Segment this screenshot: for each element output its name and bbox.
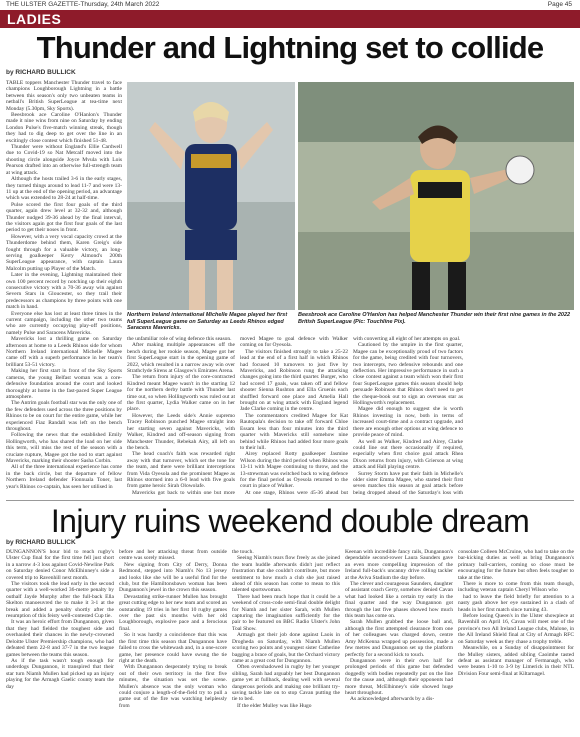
paragraph: Everyone else has lost at least three times in the current campaign, including the other two teams who are currently occupying play-off positions, namely Pulse and Saracens Mavericks. xyxy=(6,310,122,336)
story1-byline: by RICHARD BULLICK xyxy=(6,69,76,76)
photo-netball-defender xyxy=(127,82,295,310)
paragraph: Devastating strike-runner Mullen has brought great cutting edge to her new team and scored an outstanding 19 tries in her first 10 rugby games over the past six months with her old Loughborough, explosive pace and a ferocious final. xyxy=(119,593,227,632)
paragraph: If the elder Mulley was like Hugo xyxy=(237,702,312,709)
paragraph: The return from injury of the core-contracted Kindred meant Magee wasn't in the starting 12 for the northern derby battle with Thunder last time out, so when Hollingworth was ruled out at the first quarter, Lydia Walker came on in her place. xyxy=(127,374,235,413)
paragraph: At one stage, Rhinos were 45-36 ahead but xyxy=(245,489,348,495)
story-divider xyxy=(6,500,574,501)
paragraph: As well as Walker, Kindred and Airey, Clarke could line out there occasionally if required, especially when first choice goal attack Rhea Dixon returns from injury, with Grierson at wing attack and Hall playing centre. xyxy=(353,438,463,471)
page-header xyxy=(0,0,580,8)
paragraph: Cautioned by the umpire in the first quarter, Magee can be exceptionally proud of two factors for the game, being credited with four turnovers, two intercepts, two defensive rebounds and one deflection. Her impressive performance in such a close contest against a team which won their first four SuperLeague games this season should help persuade Robinson that Rhinos don't need to get the cheque-book out to sign an overseas star as Hollingworth's replacement. xyxy=(353,342,463,407)
paragraph: had to leave the field briefly for attention to a nasty gash above her eye sustained in a clash of heads in her first match since turning 43. xyxy=(458,593,574,613)
paragraph: The clever and courageous Saunders, daughter of assistant coach Gerry, somehow denied Cavan what had looked like a certain try early in the final quarter and the way Dungannon got through the last five phases showed how much this team has come on. xyxy=(345,581,453,620)
paragraph: TABLE toppers Manchester Thunder travel to face champions Loughborough Lightning in a battle between this season's only two unbeaten teams in netball's British SuperLeague at tea-time next Monday (5.30pm, Sky Sports). xyxy=(6,80,122,112)
story1-photo-caption-2: Beesbrook ace Caroline O'Hanlon has helped Manchester Thunder win their first nine games in the 2022 British SuperLeague (Pic: Touchline Pix). xyxy=(298,312,571,325)
paragraph: Armagh got their job done against Laois in Drogheda on Saturday, with Niamh Mullen scoring two points and youngest sister Catherine bagging a brace of goals, but the Orchard victory came at a great cost for Dungannon. xyxy=(232,632,340,664)
story2-column-3 xyxy=(232,549,340,733)
paragraph: the unfamiliar role of wing defence this season. xyxy=(127,336,232,342)
paragraph: Mavericks got back to within one but more xyxy=(132,489,235,495)
paragraph: As acknowledged afterwards by a dis- xyxy=(350,696,435,703)
story2-column-1 xyxy=(6,549,114,733)
page-number: Page 45 xyxy=(547,1,572,8)
story1-headline: Thunder and Lightning set to collide xyxy=(36,30,544,65)
story1-column-1 xyxy=(6,80,122,495)
story2-column-4 xyxy=(345,549,453,733)
section-band xyxy=(0,10,580,28)
paragraph: the touch. xyxy=(232,549,254,555)
paragraph: It was an heroic effort from Dungannon, given that they had fielded the toughest side and overhauled their chances in the newly-crowned Deloitte Ulster Premiership champions, who had defeated them 22-8 and 37-7 in the two league games between the teams this season. xyxy=(6,619,114,658)
paragraph: Making her first start in front of the Sky Sports cameras, the young Belfast woman was a core-defensive foundation around the court and looked thoroughly at home in the fast-paced Super League atmosphere. xyxy=(6,368,122,400)
paragraph: There is more to come from this team though, including veteran captain Cheryl Wilson who xyxy=(458,581,574,594)
paper-name-date: THE ULSTER GAZETTE-Thursday, 24th March 2022 xyxy=(6,1,160,8)
story1-column-2 xyxy=(127,336,235,495)
paragraph: DUNGANNON'S hour bid to reach rugby's Ulster Cup final for the first time fell just short in a narrow 4-3 loss against Covid-Newline Park on Saturday denied Conor McElhinney's side a covered trip to Ravenhill next month. xyxy=(6,549,114,581)
paragraph: So it was hardly a coincidence that this was the first time this season that Dungannon have failed to cross the whitewash and, in a one-score game, her presence could have swung the tie right at the death. xyxy=(119,632,227,664)
paragraph: As if the task wasn't tough enough for underdogs Dungannon, it transpired that their star turn Niamh Mullen had picked up an injury playing for the Armagh Gaelic county team the day xyxy=(6,657,114,690)
paragraph: However, the Leeds side's Annie supremo Tracey Robinson punched Magee straight into her starting seven against Mavericks, with Walker, Kindred and off-season signing from Manchester Thunder, Rebekah Airy, all left on the bench. xyxy=(127,412,235,451)
paragraph: Airey replaced Rotty goalkeeper Jasmine Wilson during the third period when Rhinos was 13-11 with Magee continuing to throw, and the 13-strewman was switched back to wing defence for the final period as Oyesola returned to the court in place of Walker. xyxy=(240,451,348,490)
paragraph: Sarah Mullen grabbed the loose ball and, although the first attempted clearance from one of her colleagues was charged down, centre Amy McKenna wrapped up possession, made a few metres and Dungannon set up the platform perfectly for a second kick to touch. xyxy=(345,619,453,658)
paragraph: With Dungannon desperately trying to break out of their own territory in the first five minutes, the situation was set the scene. Mullen's absence was the only woman who could conjure a length-of-the-field try to pull a game out of the fire was watching helplessly from xyxy=(119,664,227,709)
photo-netball-player-with-ball xyxy=(298,82,574,310)
paragraph: consolate Colleen McCruine, who had to take on the bar-kicking duties as well as bring Dungannon's primary ball-carriers, coming so close must be encouraging for the future but often feels tougher to take at the time. xyxy=(458,549,574,581)
story1-column-4 xyxy=(353,336,463,495)
paragraph: Beesbrook ace Caroline O'Hanlon's Thunder made it nine wins from nine on Saturday by ending London Pulse's five-match winning streak, though they had to dig deep to get over the line in an excitingly close contest which finished 51-48. xyxy=(6,112,122,144)
paragraph: Although the hosts trailed 3-6 in the early stages, they turned things around to lead 11-7 and were 13-11 up at the end of the opening period, an advantage which was extended to 28-24 at half-time. xyxy=(6,176,122,202)
paragraph: Meanwhile, on a Sunday of disappointment for the Mulley sisters, added sibling Caoimhe tasted defeat as assistant manager of Fermanagh, who were beaten 1-10 to 3-9 by Limerick in their NTL Division Four semi-final at Kiltarnagel. xyxy=(458,645,574,677)
paragraph: The commentators credited Magee for Kat Rautopala's decision to take off forward Chloe Essam less than four minutes into the third quarter with Mavericks still somehow nine behind while Rhinos had added four more goals to their lull. xyxy=(240,412,348,451)
paragraph: The visitors finished strongly to take a 25-22 lead at the end of a first half in which Rhinos had focused 10 turnovers to just five by Mavericks, and Robinson rung the attacking changes going into the third quarter. Burger, who had scored 17 goals, was taken off and fellow shooter Sienna Rushton and Ella Gruenis each shuffled forward one place and Amelia Hall brought on at wing attack with England legend Jade Clarke coming in the centre. xyxy=(240,348,348,413)
paragraph: Dungannon were in their own half for prolonged periods of this game but defended doggedly with bodies repeatedly put on the line for the cause and, although their opponents had more threat, McElhinney's side showed huge heart throughout. xyxy=(345,657,453,696)
paragraph: Thunder were without England's Ellie Cardwell due to Covid-19 so Nat Metcalf moved into the shooting circle alongside Joyce Mvula with Lois Pearson drafted into an otherwise full-strength team at wing attack. xyxy=(6,144,122,176)
paragraph: There had been much hope that it could be a weekend of cross-code semi-final double delight for Niamh and her sister Sarah, with Mullen capturing the imagination sufficiently for the pair to be featured on BBC Radio Ulster's John Toal Show. xyxy=(232,593,340,632)
paragraph: Seeing Niamh's tears flow freely as she joined the team huddle afterwards didn't just reflect frustration that she couldn't contribute, but more sentiment to how much a club she just raised ahead of this season has come to mean to this talented sportswoman. xyxy=(232,555,340,594)
paragraph: Mavericks lost a thrilling game on Saturday afternoon at home to a Leeds Rhinos side for whom Northern Ireland international Michelle Magee came off with a superb performance in her team's brilliant 53-51 victory. xyxy=(6,336,122,368)
section-label: LADIES xyxy=(7,11,62,27)
story2-byline: by RICHARD BULLICK xyxy=(6,539,76,546)
paragraph: Pulse scored the first four goals of the third quarter, again drew level at 32-32 and, although Thunder nudged 39-36 ahead by the final interval, the visitors again got the first four goals of the last period to get their noses in front. xyxy=(6,201,122,234)
story2-headline: Injury ruins weekend double dream xyxy=(50,503,530,539)
paragraph: Following the news that the established Emily Hollingworth, who has shared the load on her side this term, will miss the rest of the season with a cruciate rupture, Magee got the nod to start against Mavericks, marking their shooter Sasha Corbin. xyxy=(6,432,122,464)
paragraph: before and her attacking threat from outside centre was sorely missed. xyxy=(119,549,227,562)
paragraph: Keenan with incredible fancy rails, Dungannon's dependable second-rower Laura Saunders gave an even more compelling impression of the Ireland full-back's uncanny drive rolling tackler at the Aviva Stadium the day before. xyxy=(345,549,453,581)
paragraph: moved Magee to goal defence with Walker coming on for Oyesola. xyxy=(240,336,348,349)
paragraph: All of the three international experience has come in the back circle, but the departure of fellow Northern Ireland defender Fionnuala Toner, last year's Rhinos co-captain, has seen her utilised in xyxy=(6,464,122,490)
story2-column-2 xyxy=(119,549,227,733)
paragraph: However, with a very vocal capacity crowd at the Thunderdome behind them, Karen Greig's side fought through for a valuable victory, an long-serving goalkeeper Kerry Almond's 200th SuperLeague appearance, with captain Laura Malcolm putting up Player of the Match. xyxy=(6,233,122,272)
paragraph: New signing from City of Derry, Donna Redmond, stepped into Niamh's No 13 jersey and looks like she will be a useful find for the club, but the Hamiltonsbawn woman has been Dungannon's jewel in the crown this season. xyxy=(119,561,227,594)
paragraph: Often overshadowed in rugby by her younger sibling, Sarah had arguably her best Dungannon game yet at fullback, dealing well with several dangerous periods and making one brilliant try-saving tackle late on to stop Cavan putting the tie to bed. xyxy=(232,664,340,703)
story2-column-5 xyxy=(458,549,574,733)
paragraph: Magee did enough to suggest she is worth Rhinos investing in now, both in terms of increased court-time and a contract upgrade, and there are enough other options at wing defence to provide peace of mind. xyxy=(353,406,463,439)
paragraph: The head coach's faith was rewarded right away with that turnover, which set the tone for the team, and there were brilliant interceptions from Vida Oyesola and the prominent Magee as Rhinos stormed into a 6-0 lead with five goals from game heroic Sirah Olowolafe. xyxy=(127,451,235,490)
story1-photo-caption-1: Northern Ireland international Michelle Magee played her first full SuperLeague game on Saturday as Leeds Rhinos edged Saracens Mavericks. xyxy=(127,312,288,331)
story1-column-3 xyxy=(240,336,348,495)
paragraph: Later in the evening, Lightning maintained their own 100 percent record by notching up their eighth consecutive victory with a 70-36 away win against Severn Stars in Gloucester, so they trail their predecessors as champions by three points with one match in hand. xyxy=(6,272,122,311)
paragraph: The Antrim goals football star was the only one of the few defenders used across the three positions by Rhinos to be on court for the entire game, while her experienced Fiaz Randall was left on the bench throughout. xyxy=(6,400,122,432)
paragraph: Before losing Queen's in the Ulster showpiece at Ravenhill on April 16, Cavan will meet one of the province's two All Ireland League clubs, Malone, in the All Ireland Shield final at City of Armagh RFC on Saturday week as they chase a trophy treble. xyxy=(458,613,574,645)
paragraph: The visitors took the lead early in the second quarter with a well-worked 36-metre penalty by outhalf Jayde Murphy after the full-back Ella Skelton manoeuvred the to make it 3-1 at the break and added a penalty shortly after the resumption of this feisty well-contested Cup tie. xyxy=(6,581,114,620)
paragraph: After making multiple appearances off the bench during her rookie season, Magee got her first SuperLeague start in the opening game of 2022, which resulted in a narrow away win over Strathclyde Sirens at Glasgow's Emirates Arena. xyxy=(127,342,235,375)
paragraph: with converting all eight of her attempts on goal. xyxy=(353,336,461,342)
paragraph: Surrey Storm have put their faith in Michelle's older sister Emma Magee, who started their first seven matches this season at goal attack before being dropped ahead of the Saturday's loss with xyxy=(353,470,463,495)
